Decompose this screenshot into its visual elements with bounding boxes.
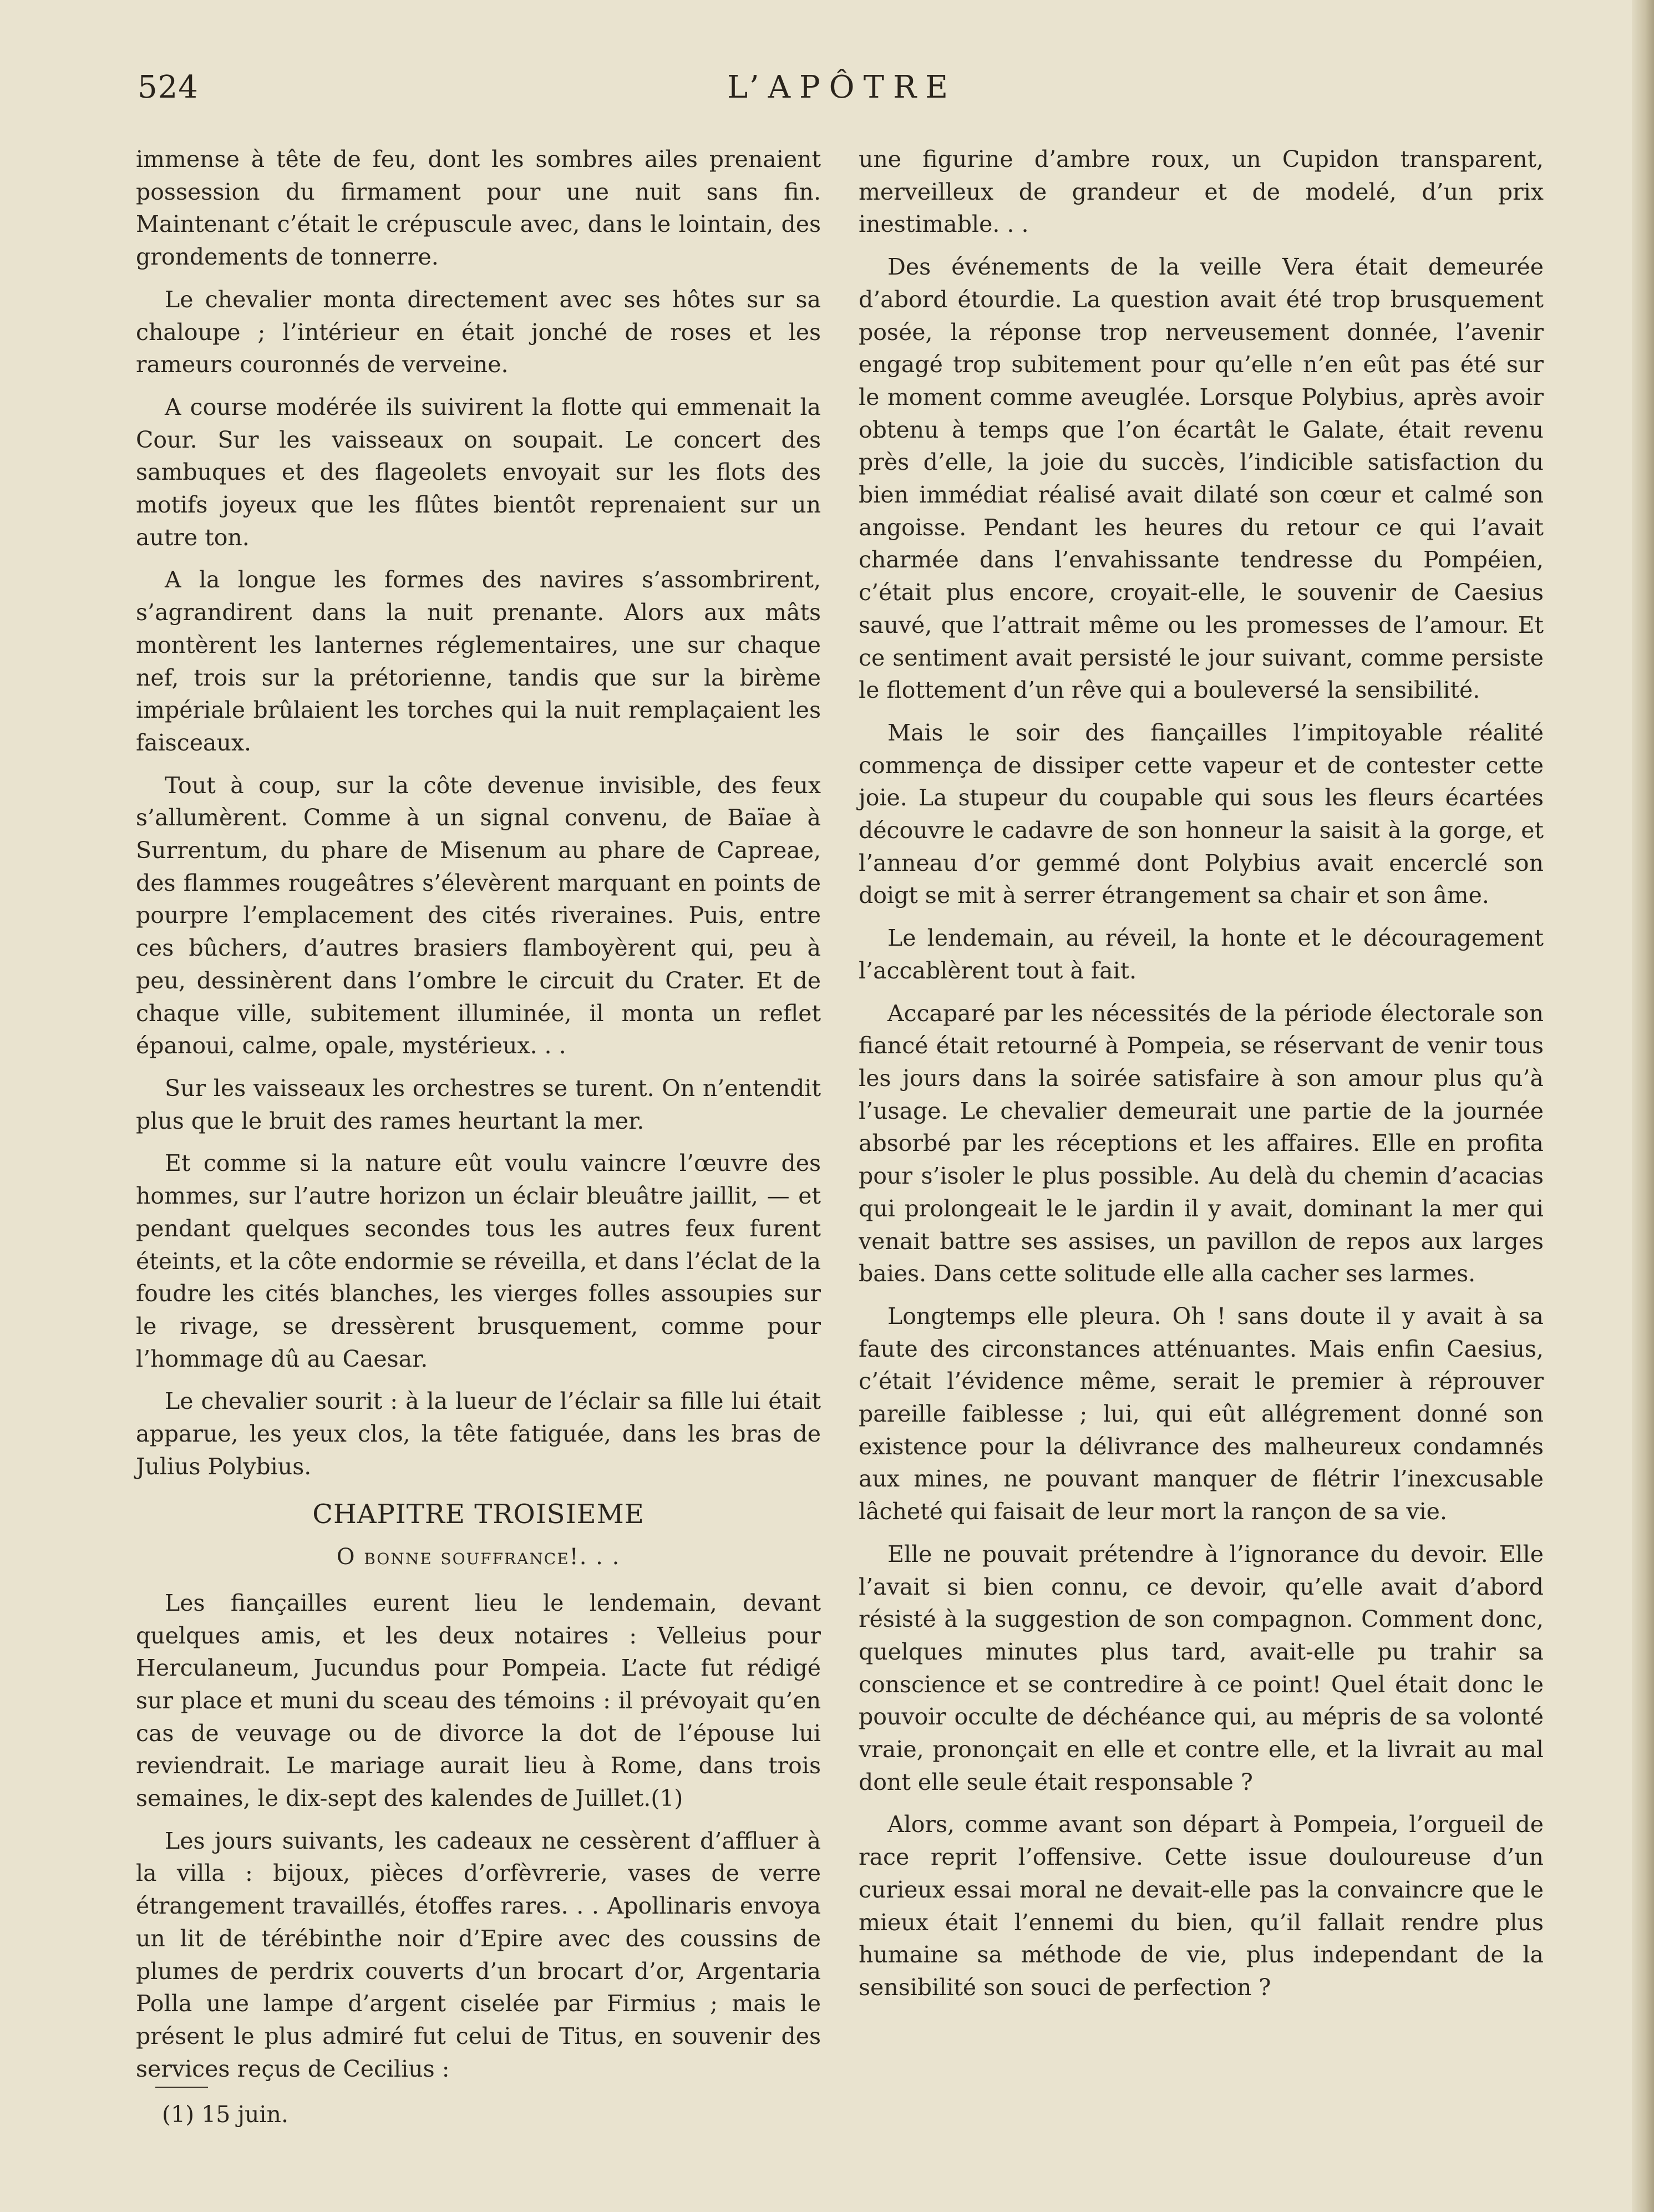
footnote-rule — [155, 2087, 208, 2088]
paragraph: Les jours suivants, les cadeaux ne cessèrent d’affluer à la villa : bijoux, pièces d’orfèvrerie, vases de verre étrangement travaillés, étoffes rares. . . Apollinaris envoya un lit de térébinthe noir d’Epire avec des coussins de plumes de perdrix couverts d’un brocart d’or, Argentaria Polla une lampe d’argent ciselée par Firmius ; mais le présent le plus admiré fut celui de Titus, en souvenir des services reçus de Cecilius : — [136, 1827, 821, 2082]
paragraph: une figurine d’ambre roux, un Cupidon transparent, merveilleux de grandeur et de modelé, d’un prix inestimable. . . — [859, 146, 1544, 238]
footnote: (1) 15 juin. — [162, 2101, 288, 2128]
paragraph: Le lendemain, au réveil, la honte et le découragement l’accablèrent tout à fait. — [859, 925, 1544, 984]
page-header — [138, 69, 1546, 114]
chapter-subtitle: O bonne souffrance!. . . — [336, 1544, 621, 1570]
page-number: 524 — [138, 69, 199, 105]
paragraph: Tout à coup, sur la côte devenue invisible, des feux s’allumèrent. Comme à un signal convenu, de Baïae à Surrentum, du phare de Misenum au phare de Capreae, des flammes rougeâtres s’élevèrent marquant en points de pourpre l’emplacement des cités riveraines. Puis, entre ces bûchers, d’autres brasiers flamboyèrent qui, peu à peu, dessinèrent dans l’ombre le circuit du Crater. Et de chaque ville, subitement illuminée, il monta un reflet épanoui, calme, opale, mystérieux. . . — [136, 772, 821, 1059]
paragraph: Mais le soir des fiançailles l’impitoyable réalité commença de dissiper cette vapeur et de contester cette joie. La stupeur du coupable qui sous les fleurs écartées découvre le cadavre de son honneur la saisit à la gorge, et l’anneau d’or gemmé dont Polybius avait encerclé son doigt se mit à serrer étrangement sa chair et son âme. — [859, 719, 1544, 909]
paragraph: Alors, comme avant son départ à Pompeia, l’orgueil de race reprit l’offensive. Cette issue douloureuse d’un curieux essai moral ne devait-elle pas la convaincre que le mieux était l’ennemi du bien, qu’il fallait rendre plus humaine sa méthode de vie, plus independant de la sensibilité son souci de perfection ? — [859, 1811, 1544, 2001]
chapter-title: CHAPITRE TROISIEME — [312, 1499, 645, 1530]
paragraph: Accaparé par les nécessités de la période électorale son fiancé était retourné à Pompeia, se réservant de venir tous les jours dans la soirée satisfaire à son amour plus qu’à l’usage. Le chevalier demeurait une partie de la journée absorbé par les réceptions et les affaires. Elle en profita pour s’isoler le plus possible. Au delà du chemin d’acacias qui prolongeait le le jardin il y avait, dominant la mer qui venait battre ses assises, un pavillon de repos aux larges baies. Dans cette solitude elle alla cacher ses larmes. — [859, 1000, 1544, 1287]
left-paragraphs-after — [136, 1587, 821, 2086]
paragraph: Les fiançailles eurent lieu le lendemain, devant quelques amis, et les deux notaires : Velleius pour Herculaneum, Jucundus pour Pompeia. L’acte fut rédigé sur place et muni du sceau des témoins : il prévoyait qu’en cas de veuvage ou de divorce la dot de l’épouse lui reviendrait. Le mariage aurait lieu à Rome, dans trois semaines, le dix-sept des kalendes de Juillet.(1) — [136, 1589, 821, 1812]
paragraph: Des événements de la veille Vera était demeurée d’abord étourdie. La question avait été trop brusquement posée, la réponse trop nerveusement donnée, l’avenir engagé trop subitement pour qu’elle n’en eût pas été sur le moment comme aveuglée. Lorsque Polybius, après avoir obtenu à temps que l’on écartât le Galate, était revenu près d’elle, la joie du succès, l’indicible satisfaction du bien immédiat réalisé avait dilaté son cœur et calmé son angoisse. Pendant les heures du retour ce qui l’avait charmée dans l’envahissante tendresse du Pompéien, c’était plus encore, croyait-elle, le souvenir de Caesius sauvé, que l’attrait même ou les promesses de l’amour. Et ce sentiment avait persisté le jour suivant, comme persiste le flottement d’un rêve qui a bouleversé la sensibilité. — [859, 253, 1544, 704]
left-paragraphs — [136, 143, 821, 1483]
left-column — [136, 143, 821, 2095]
paragraph: Et comme si la nature eût voulu vaincre l’œuvre des hommes, sur l’autre horizon un éclair bleuâtre jaillit, — et pendant quelques secondes tous les autres feux furent éteints, et la côte endormie se réveilla, et dans l’éclat de la foudre les cités blanches, les vierges folles assoupies sur le rivage, se dressèrent brusquement, comme pour l’hommage dû au Caesar. — [136, 1150, 821, 1372]
paragraph: A course modérée ils suivirent la flotte qui emmenait la Cour. Sur les vaisseaux on soupait. Le concert des sambuques et des flageolets envoyait sur les flots des motifs joyeux que les flûtes bientôt reprenaient sur un autre ton. — [136, 393, 821, 551]
page-edge — [1632, 0, 1654, 2212]
paragraph: Longtemps elle pleura. Oh ! sans doute il y avait à sa faute des circonstances atténuantes. Mais enfin Caesius, c’était l’évidence même, serait le premier à réprouver pareille faiblesse ; lui, qui eût allégrement donné son existence pour la délivrance des malheureux condamnés aux mines, ne pouvant manquer de flétrir l’inexcusable lâcheté qui faisait de leur mort la rançon de sa vie. — [859, 1302, 1544, 1525]
paragraph: Elle ne pouvait prétendre à l’ignorance du devoir. Elle l’avait si bien connu, ce devoir, qu’elle avait d’abord résisté à la suggestion de son compagnon. Comment donc, quelques minutes plus tard, avait-elle pu trahir sa conscience et se contredire à ce point! Quel était donc le pouvoir occulte de déchéance qui, au mépris de sa volonté vraie, prononçait en elle et contre elle, et la livrait au mal dont elle seule était responsable ? — [859, 1540, 1544, 1795]
right-column — [859, 143, 1544, 2014]
paragraph: immense à tête de feu, dont les sombres ailes prenaient possession du firmament pour une nuit sans fin. Maintenant c’était le crépuscule avec, dans le lointain, des grondements de tonnerre. — [136, 146, 821, 271]
paragraph: A la longue les formes des navires s’assombrirent, s’agrandirent dans la nuit prenante. Alors aux mâts montèrent les lanternes réglementaires, une sur chaque nef, trois sur la prétorienne, tandis que sur la birème impériale brûlaient les torches qui la nuit remplaçaient les faisceaux. — [136, 566, 821, 756]
paragraph: Le chevalier sourit : à la lueur de l’éclair sa fille lui était apparue, les yeux clos, la tête fatiguée, dans les bras de Julius Polybius. — [136, 1388, 821, 1480]
paragraph: Le chevalier monta directement avec ses hôtes sur sa chaloupe ; l’intérieur en était jonché de roses et les rameurs couronnés de verveine. — [136, 286, 821, 378]
paragraph: Sur les vaisseaux les orchestres se turent. On n’entendit plus que le bruit des rames heurtant la mer. — [136, 1074, 821, 1134]
right-paragraphs — [859, 143, 1544, 2004]
running-title: L’APÔTRE — [727, 69, 957, 105]
